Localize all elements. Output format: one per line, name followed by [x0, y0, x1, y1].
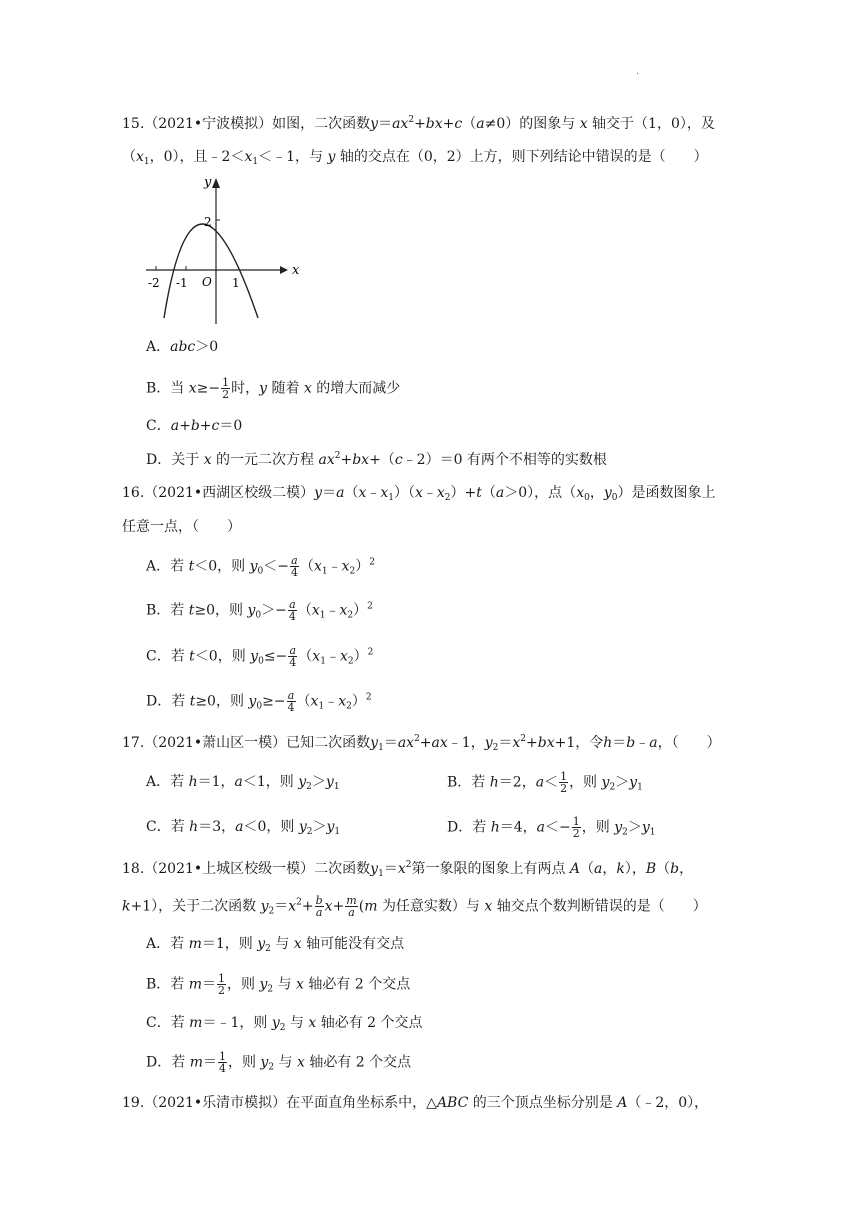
q15-option-a[interactable]: A．abc＞0 — [146, 339, 219, 355]
q18-option-d[interactable]: D．若 m＝ $\frac{1}{4}$ ，则 $y_2$ 与 x 轴必有 2 个交点 — [146, 1050, 412, 1075]
q18-option-b[interactable]: B．若 m＝ $\frac{1}{2}$ ，则 $y_2$ 与 x 轴必有 2 个交点 — [146, 972, 411, 997]
q17-option-b[interactable]: B．若 h＝2，a＜ $\frac{1}{2}$ ，则 $y_2>y_1$ — [447, 770, 643, 795]
q17-stem-b: ，令 — [575, 735, 604, 751]
q15-parabola-graph — [142, 170, 302, 328]
q15-line2-a: ，0），且﹣2＜ — [149, 149, 245, 165]
q15-option-d[interactable]: D．关于 x 的一元二次方程 $ax^2+bx+(c﹣2)=0$ 有两个不相等的实数根 — [146, 451, 607, 468]
x-tick-label-1: 1 — [232, 276, 240, 290]
y-tick-label-2: 2 — [204, 215, 212, 229]
q15-stem-text: 如图，二次函数 — [272, 116, 371, 132]
q18-option-c[interactable]: C．若 m＝﹣1，则 $y_2$ 与 x 轴必有 2 个交点 — [146, 1015, 423, 1033]
q18-number: 18. — [122, 861, 145, 877]
q19-number: 19. — [122, 1095, 145, 1111]
q16-option-d[interactable]: D．若 t≥0，则 $y_0\ge-$ $\frac{a}{4}$ $(x_1﹣x_2)^2$ — [146, 689, 372, 714]
origin-label: O — [202, 275, 212, 289]
q15-line2-c: 轴的交点在（0，2）上方，则下列结论中错误的是（ ） — [339, 149, 708, 165]
fraction: $\frac{m}{a}$ — [346, 894, 357, 919]
q18-stem-b: 第一象限的图象上有两点 — [411, 861, 566, 877]
q17-option-c[interactable]: C．若 h＝3，a＜0，则 $y_2>y_1$ — [146, 819, 341, 837]
q19-source: （2021•乐清市模拟） — [144, 1095, 287, 1111]
q17-option-a[interactable]: A．若 h＝1，a＜1，则 $y_2>y_1$ — [146, 774, 340, 792]
q15-line2-b: ＜﹣1，与 — [258, 149, 324, 165]
q17-option-d[interactable]: D．若 h＝4，a＜− $\frac{1}{2}$ ，则 $y_2>y_1$ — [447, 815, 656, 840]
fraction: $\frac{1}{2}$ — [560, 770, 568, 795]
q17-stem-a: 已知二次函数 — [286, 735, 371, 751]
x-tick-label-neg1: -1 — [176, 276, 188, 290]
question-19-stem: 19.（2021•乐清市模拟）在平面直角坐标系中，△ABC 的三个顶点坐标分别是 A（﹣2，0）， — [122, 1095, 709, 1111]
q18-stem-a: 二次函数 — [314, 861, 371, 877]
fraction: $\frac{a}{4}$ — [288, 598, 296, 623]
fraction: $\frac{1}{2}$ — [572, 815, 580, 840]
x-tick-label-neg2: -2 — [148, 276, 160, 290]
fraction: $\frac{b}{a}$ — [315, 894, 323, 919]
question-16-stem-line2: 任意一点，（ ） — [122, 519, 241, 535]
fraction: $\frac{a}{4}$ — [287, 689, 295, 714]
q17-number: 17. — [122, 735, 145, 751]
q16-option-b[interactable]: B．若 t≥0，则 $y_0>-$ $\frac{a}{4}$ $(x_1﹣x_2)^2$ — [146, 598, 373, 623]
x-axis-label: x — [292, 263, 300, 278]
question-15-stem: 15.（2021•宁波模拟）如图，二次函数$y=ax^2+bx+c(a\ne 0)$的图象与 x 轴交于（1，0），及 — [122, 115, 715, 132]
q18-source: （2021•上城区校级一模） — [144, 861, 315, 877]
question-18-stem-line2: k+1），关于二次函数 $y_2=x^2+$ $\frac{b}{a}$ x+ $\frac{m}{a}$ (m 为任意实数）与 x 轴交点个数判断错误的是（ ） — [122, 894, 707, 919]
q15-number: 15. — [122, 116, 145, 132]
q18-line2-d: 轴交点个数判断错误的是（ ） — [496, 898, 707, 915]
fraction: $\frac{a}{4}$ — [289, 644, 297, 669]
q15-stem-text-3: 轴交于（1，0），及 — [592, 116, 715, 132]
fraction — [221, 377, 230, 400]
x-axis-arrow — [280, 266, 288, 274]
fraction: $\frac{a}{4}$ — [290, 554, 298, 579]
q16-option-c[interactable]: C．若 t＜0，则 $y_0\le-$ $\frac{a}{4}$ $(x_1﹣x_2)^2$ — [146, 644, 374, 669]
y-axis-arrow — [212, 178, 220, 188]
q16-source: （2021•西湖区校级二模） — [144, 485, 315, 501]
frac-num: 1 — [222, 376, 230, 389]
q16-option-a[interactable]: A．若 t＜0，则 $y_0<-$ $\frac{a}{4}$ $(x_1﹣x_2)^2$ — [146, 554, 375, 579]
frac-den: 2 — [222, 388, 230, 401]
question-15-stem-line2: （$x_1$，0），且$﹣2<x_1<﹣1$，与 y 轴的交点在（0，2）上方，则下列结论中错误的是（ ） — [122, 149, 708, 167]
fraction: $\frac{1}{2}$ — [218, 972, 226, 997]
question-18-stem: 18.（2021•上城区校级一模）二次函数$y_1=x^2$第一象限的图象上有两点 A（a，k），B（b， — [122, 860, 694, 879]
q15-stem-text-2: 的图象与 — [519, 116, 576, 132]
fraction: $\frac{1}{4}$ — [218, 1050, 226, 1075]
q15-source: （2021•宁波模拟） — [144, 116, 273, 132]
y-axis-label: y — [204, 175, 212, 190]
q18-line2-c: 为任意实数）与 — [381, 898, 480, 915]
question-17-stem: 17.（2021•萧山区一模）已知二次函数$y_1=ax^2+ax﹣1$，$y_2=x^2+bx+1$，令h＝b﹣a，（ ） — [122, 734, 721, 753]
q16-stem-b: 是函数图象上 — [631, 485, 716, 501]
q17-source: （2021•萧山区一模） — [144, 735, 287, 751]
q16-number: 16. — [122, 485, 145, 501]
q15-option-b[interactable]: B．当 x≥− $\frac{1}{2}$ 时，y 随着 x 的增大而减少 — [146, 376, 401, 401]
q15-option-c[interactable]: C．a+b+c＝0 — [146, 418, 243, 434]
page-mark: . — [636, 66, 640, 77]
parabola-curve — [164, 224, 258, 318]
question-16-stem: 16.（2021•西湖区校级二模）$y=a(x﹣x_1)(x﹣x_2)+t(a>0)$，点（$x_0$，$y_0$）是函数图象上 — [122, 485, 716, 503]
q18-option-a[interactable]: A．若 m＝1，则 $y_2$ 与 x 轴可能没有交点 — [146, 936, 405, 954]
